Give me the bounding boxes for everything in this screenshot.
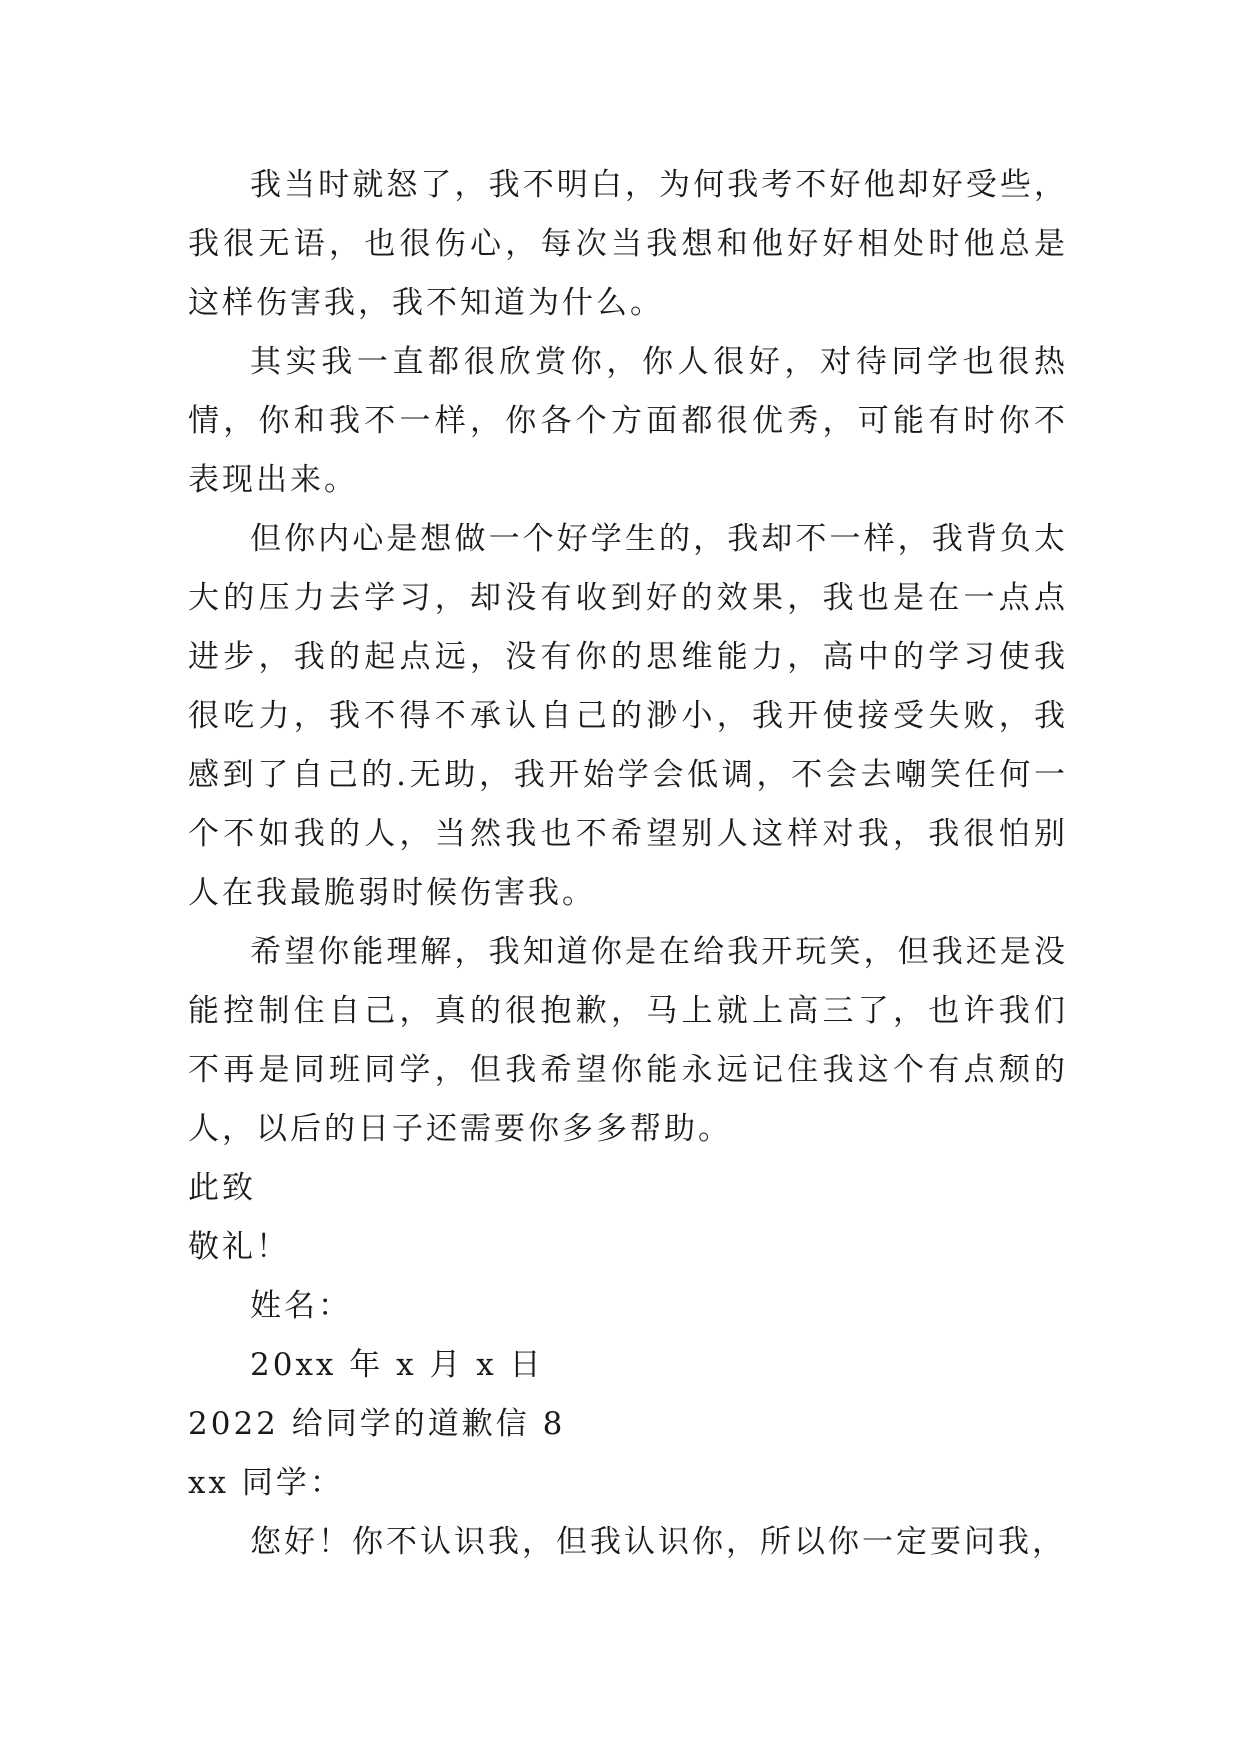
paragraph-3: 但你内心是想做一个好学生的，我却不一样，我背负太大的压力去学习，却没有收到好的效果，我也是在一点点进步，我的起点远，没有你的思维能力，高中的学习使我很吃力，我不得不承认自己的渺小，我开使接受失败，我感到了自己的.无助，我开始学会低调，不会去嘲笑任何一个不如我的人，当然我也不希望别人这样对我，我很怕别人在我最脆弱时候伤害我。 <box>188 521 1068 911</box>
letter-body <box>188 156 1068 1572</box>
signature-date: 20xx 年 x 月 x 日 <box>250 1347 544 1383</box>
next-letter-salutation: xx 同学： <box>188 1465 344 1501</box>
paragraph-2: 其实我一直都很欣赏你，你人很好，对待同学也很热情，你和我不一样，你各个方面都很优秀，可能有时你不表现出来。 <box>188 344 1068 498</box>
paragraph-4: 希望你能理解，我知道你是在给我开玩笑，但我还是没能控制住自己，真的很抱歉，马上就上高三了，也许我们不再是同班同学，但我希望你能永远记住我这个有点颓的人，以后的日子还需要你多多帮助。 <box>188 934 1068 1147</box>
paragraph-1: 我当时就怒了，我不明白，为何我考不好他却好受些，我很无语，也很伤心，每次当我想和他好好相处时他总是这样伤害我，我不知道为什么。 <box>188 167 1068 321</box>
signature-name: 姓名： <box>250 1288 352 1324</box>
closing-line-2: 敬礼！ <box>188 1229 290 1265</box>
next-letter-title: 2022 给同学的道歉信 8 <box>188 1406 566 1442</box>
closing-line-1: 此致 <box>188 1170 256 1206</box>
next-letter-opening: 您好！你不认识我，但我认识你，所以你一定要问我， <box>250 1524 1066 1560</box>
